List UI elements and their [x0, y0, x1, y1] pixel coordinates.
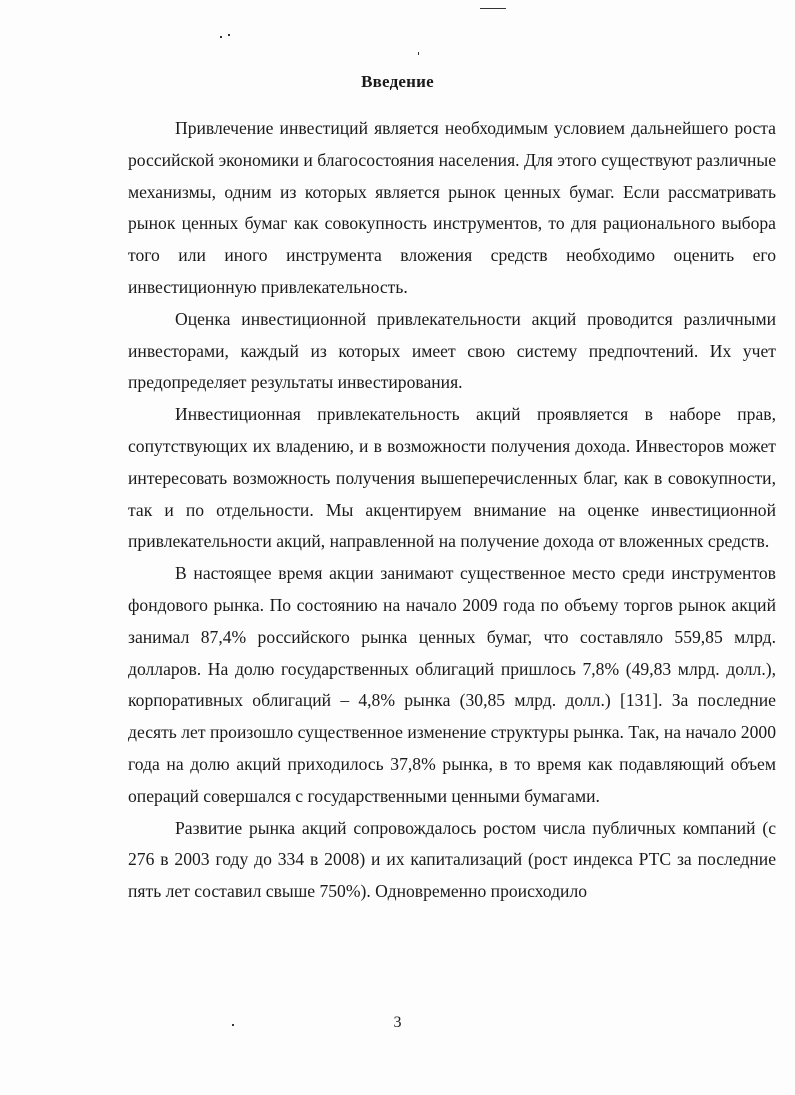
paragraph: В настоящее время акции занимают существенное место среди инструментов фондового рынка. По состоянию на начало 2009 года по объему торгов рынок акций занимал 87,4% российского рынка ценных бумаг, что составляло 559,85 млрд. долларов. На долю государственных облигаций пришлось 7,8% (49,83 млрд. долл.), корпоративных облигаций – 4,8% рынка (30,85 млрд. долл.) [131]. За последние десять лет произошло существенное изменение структуры рынка. Так, на начало 2000 года на долю акций приходилось 37,8% рынка, в то время как подавляющий объем операций совершался с государственными ценными бумагами.: [128, 563, 776, 806]
paragraph: Оценка инвестиционной привлекательности акций проводится различными инвесторами, каждый из которых имеет свою систему предпочтений. Их учет предопределяет результаты инвестирования.: [128, 308, 776, 393]
scan-speck: [228, 34, 230, 36]
scan-speck: [418, 52, 419, 55]
scan-speck: [220, 36, 222, 38]
paragraph: Развитие рынка акций сопровождалось ростом числа публичных компаний (с 276 в 2003 году до 334 в 2008) и их капитализаций (рост индекса РТС за последние пять лет составил свыше 750%). Одновременно происходило: [128, 817, 776, 902]
scan-speck: [480, 8, 506, 9]
section-heading: Введение: [361, 72, 434, 91]
paragraph: Привлечение инвестиций является необходимым условием дальнейшего роста российской экономики и благосостояния населения. Для этого существуют различные механизмы, одним из которых является рынок ценных бумаг. Если рассматривать рынок ценных бумаг как совокупность инструментов, то для рационального выбора того или иного инструмента вложения средств необходимо оценить его инвестиционную привлекательность.: [128, 118, 776, 297]
page-number: 3: [393, 1014, 402, 1031]
paragraph: Инвестиционная привлекательность акций проявляется в наборе прав, сопутствующих их владению, и в возможности получения дохода. Инвесторов может интересовать возможность получения вышеперечисленных благ, как в совокупности, так и по отдельности. Мы акцентируем внимание на оценке инвестиционной привлекательности акций, направленной на получение дохода от вложенных средств.: [128, 404, 776, 552]
document-body: [128, 113, 776, 908]
